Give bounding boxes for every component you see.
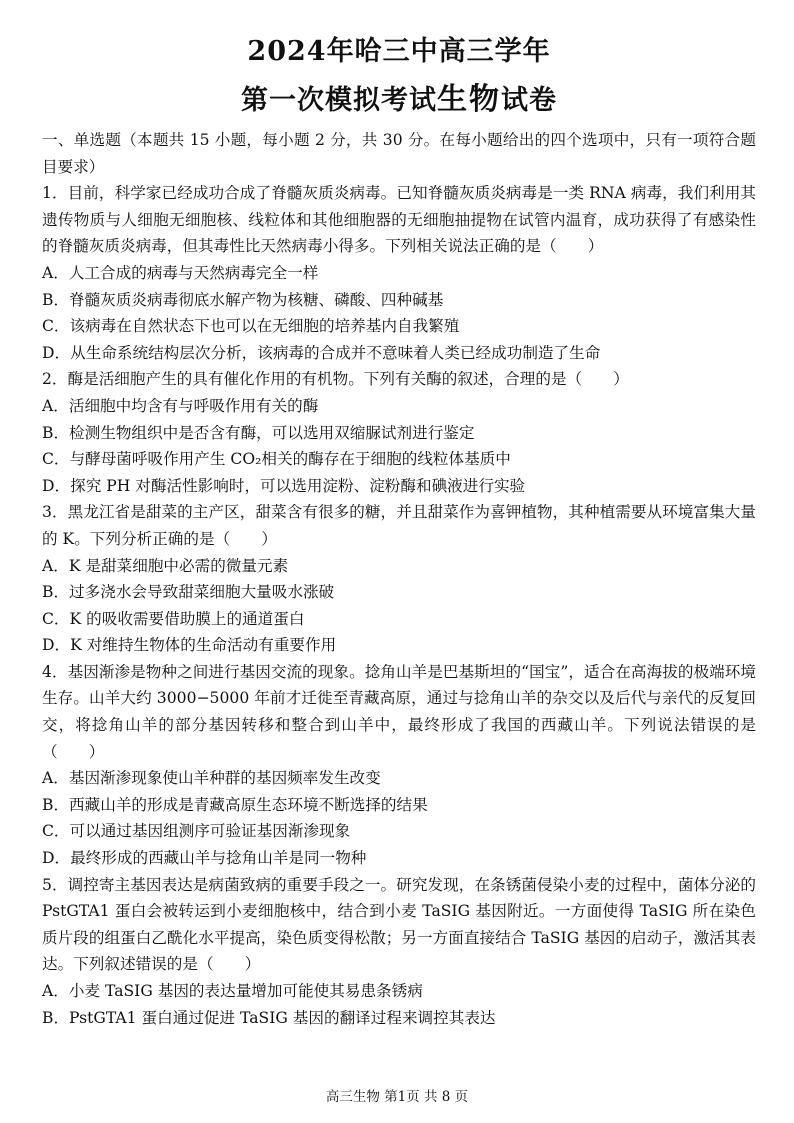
question-4 [42,659,756,872]
option-c: C．与酵母菌呼吸作用产生 CO₂相关的酶存在于细胞的线粒体基质中 [42,450,511,469]
option-a: A．基因渐渗现象使山羊种群的基因频率发生改变 [42,769,381,788]
option-c: C．可以通过基因组测序可验证基因渐渗现象 [42,822,351,841]
exam-title-line1: 2024年哈三中高三学年 [247,36,551,67]
option-a: A．活细胞中均含有与呼吸作用有关的酶 [42,396,319,415]
option-a: A．小麦 TaSIG 基因的表达量增加可能使其易患条锈病 [42,982,423,1000]
exam-subject: 生物 [437,82,501,117]
question-stem: 1．目前，科学家已经成功合成了脊髓灰质炎病毒。已知脊髓灰质炎病毒是一类 RNA 病毒，我们利用其遗传物质与人细胞无细胞核、线粒体和其他细胞器的无细胞抽提物在试管内温育，成功获得了有感染性的脊髓灰质炎病毒，但其毒性比天然病毒小得多。下列相关说法正确的是（ ） [42,184,756,256]
option-b: B．过多浇水会导致甜菜细胞大量吸水涨破 [42,583,335,602]
option-a: A．人工合成的病毒与天然病毒完全一样 [42,263,319,282]
exam-title-suffix: 试卷 [501,85,557,116]
option-b: B．脊髓灰质炎病毒彻底水解产物为核糖、磷酸、四种碱基 [42,290,444,309]
option-d: D．最终形成的西藏山羊与捻角山羊是同一物种 [42,849,367,868]
option-b: B．检测生物组织中是否含有酶，可以选用双缩脲试剂进行鉴定 [42,423,475,442]
question-3 [42,499,756,659]
section-intro: 一、单选题（本题共 15 小题，每小题 2 分，共 30 分。在每小题给出的四个选项中，只有一项符合题目要求） [42,131,756,176]
question-stem: 5．调控寄主基因表达是病菌致病的重要手段之一。研究发现，在条锈菌侵染小麦的过程中，菌体分泌的 PstGTA1 蛋白会被转运到小麦细胞核中，结合到小麦 TaSIG 基因附近。一方面使得 TaSIG 所在染色质片段的组蛋白乙酰化水平提高，染色质变得松散；另一方面直接结合 TaSIG 基因的启动子，激活其表达。下列叙述错误的是（ ） [42,875,756,974]
option-b: B．PstGTA1 蛋白通过促进 TaSIG 基因的翻译过程来调控其表达 [42,1008,496,1027]
question-2 [42,366,756,499]
option-a: A．K 是甜菜细胞中必需的微量元素 [42,556,289,575]
question-stem: 3．黑龙江省是甜菜的主产区，甜菜含有很多的糖，并且甜菜作为喜钾植物，其种植需要从环境富集大量的 K。下列分析正确的是（ ） [42,503,756,548]
question-1 [42,180,756,366]
option-b: B．西藏山羊的形成是青藏高原生态环境不断选择的结果 [42,795,428,814]
option-c: C．该病毒在自然状态下也可以在无细胞的培养基内自我繁殖 [42,317,460,336]
exam-title-line2 [42,78,756,123]
question-stem: 4．基因渐渗是物种之间进行基因交流的现象。捻角山羊是巴基斯坦的“国宝”，适合在高海拔的极端环境生存。山羊大约 3000−5000 年前才迁徙至青藏高原，通过与捻角山羊的杂交以及后代与亲代的反复回交，将捻角山羊的部分基因转移和整合到山羊中，最终形成了我国的西藏山羊。下列说法错误的是（ ） [42,662,756,761]
option-c: C．K 的吸收需要借助膜上的通道蛋白 [42,609,305,628]
question-5 [42,872,756,1032]
option-d: D．K 对维持生物体的生命活动有重要作用 [42,636,337,655]
page-footer: 高三生物 第1页 共 8 页 [325,1089,469,1105]
question-stem: 2．酶是活细胞产生的具有催化作用的有机物。下列有关酶的叙述，合理的是（ ） [42,370,629,389]
option-d: D．从生命系统结构层次分析，该病毒的合成并不意味着人类已经成功制造了生命 [42,343,601,362]
exam-title-prefix: 第一次模拟考试 [241,85,437,116]
option-d: D．探究 PH 对酶活性影响时，可以选用淀粉、淀粉酶和碘液进行实验 [42,476,526,495]
